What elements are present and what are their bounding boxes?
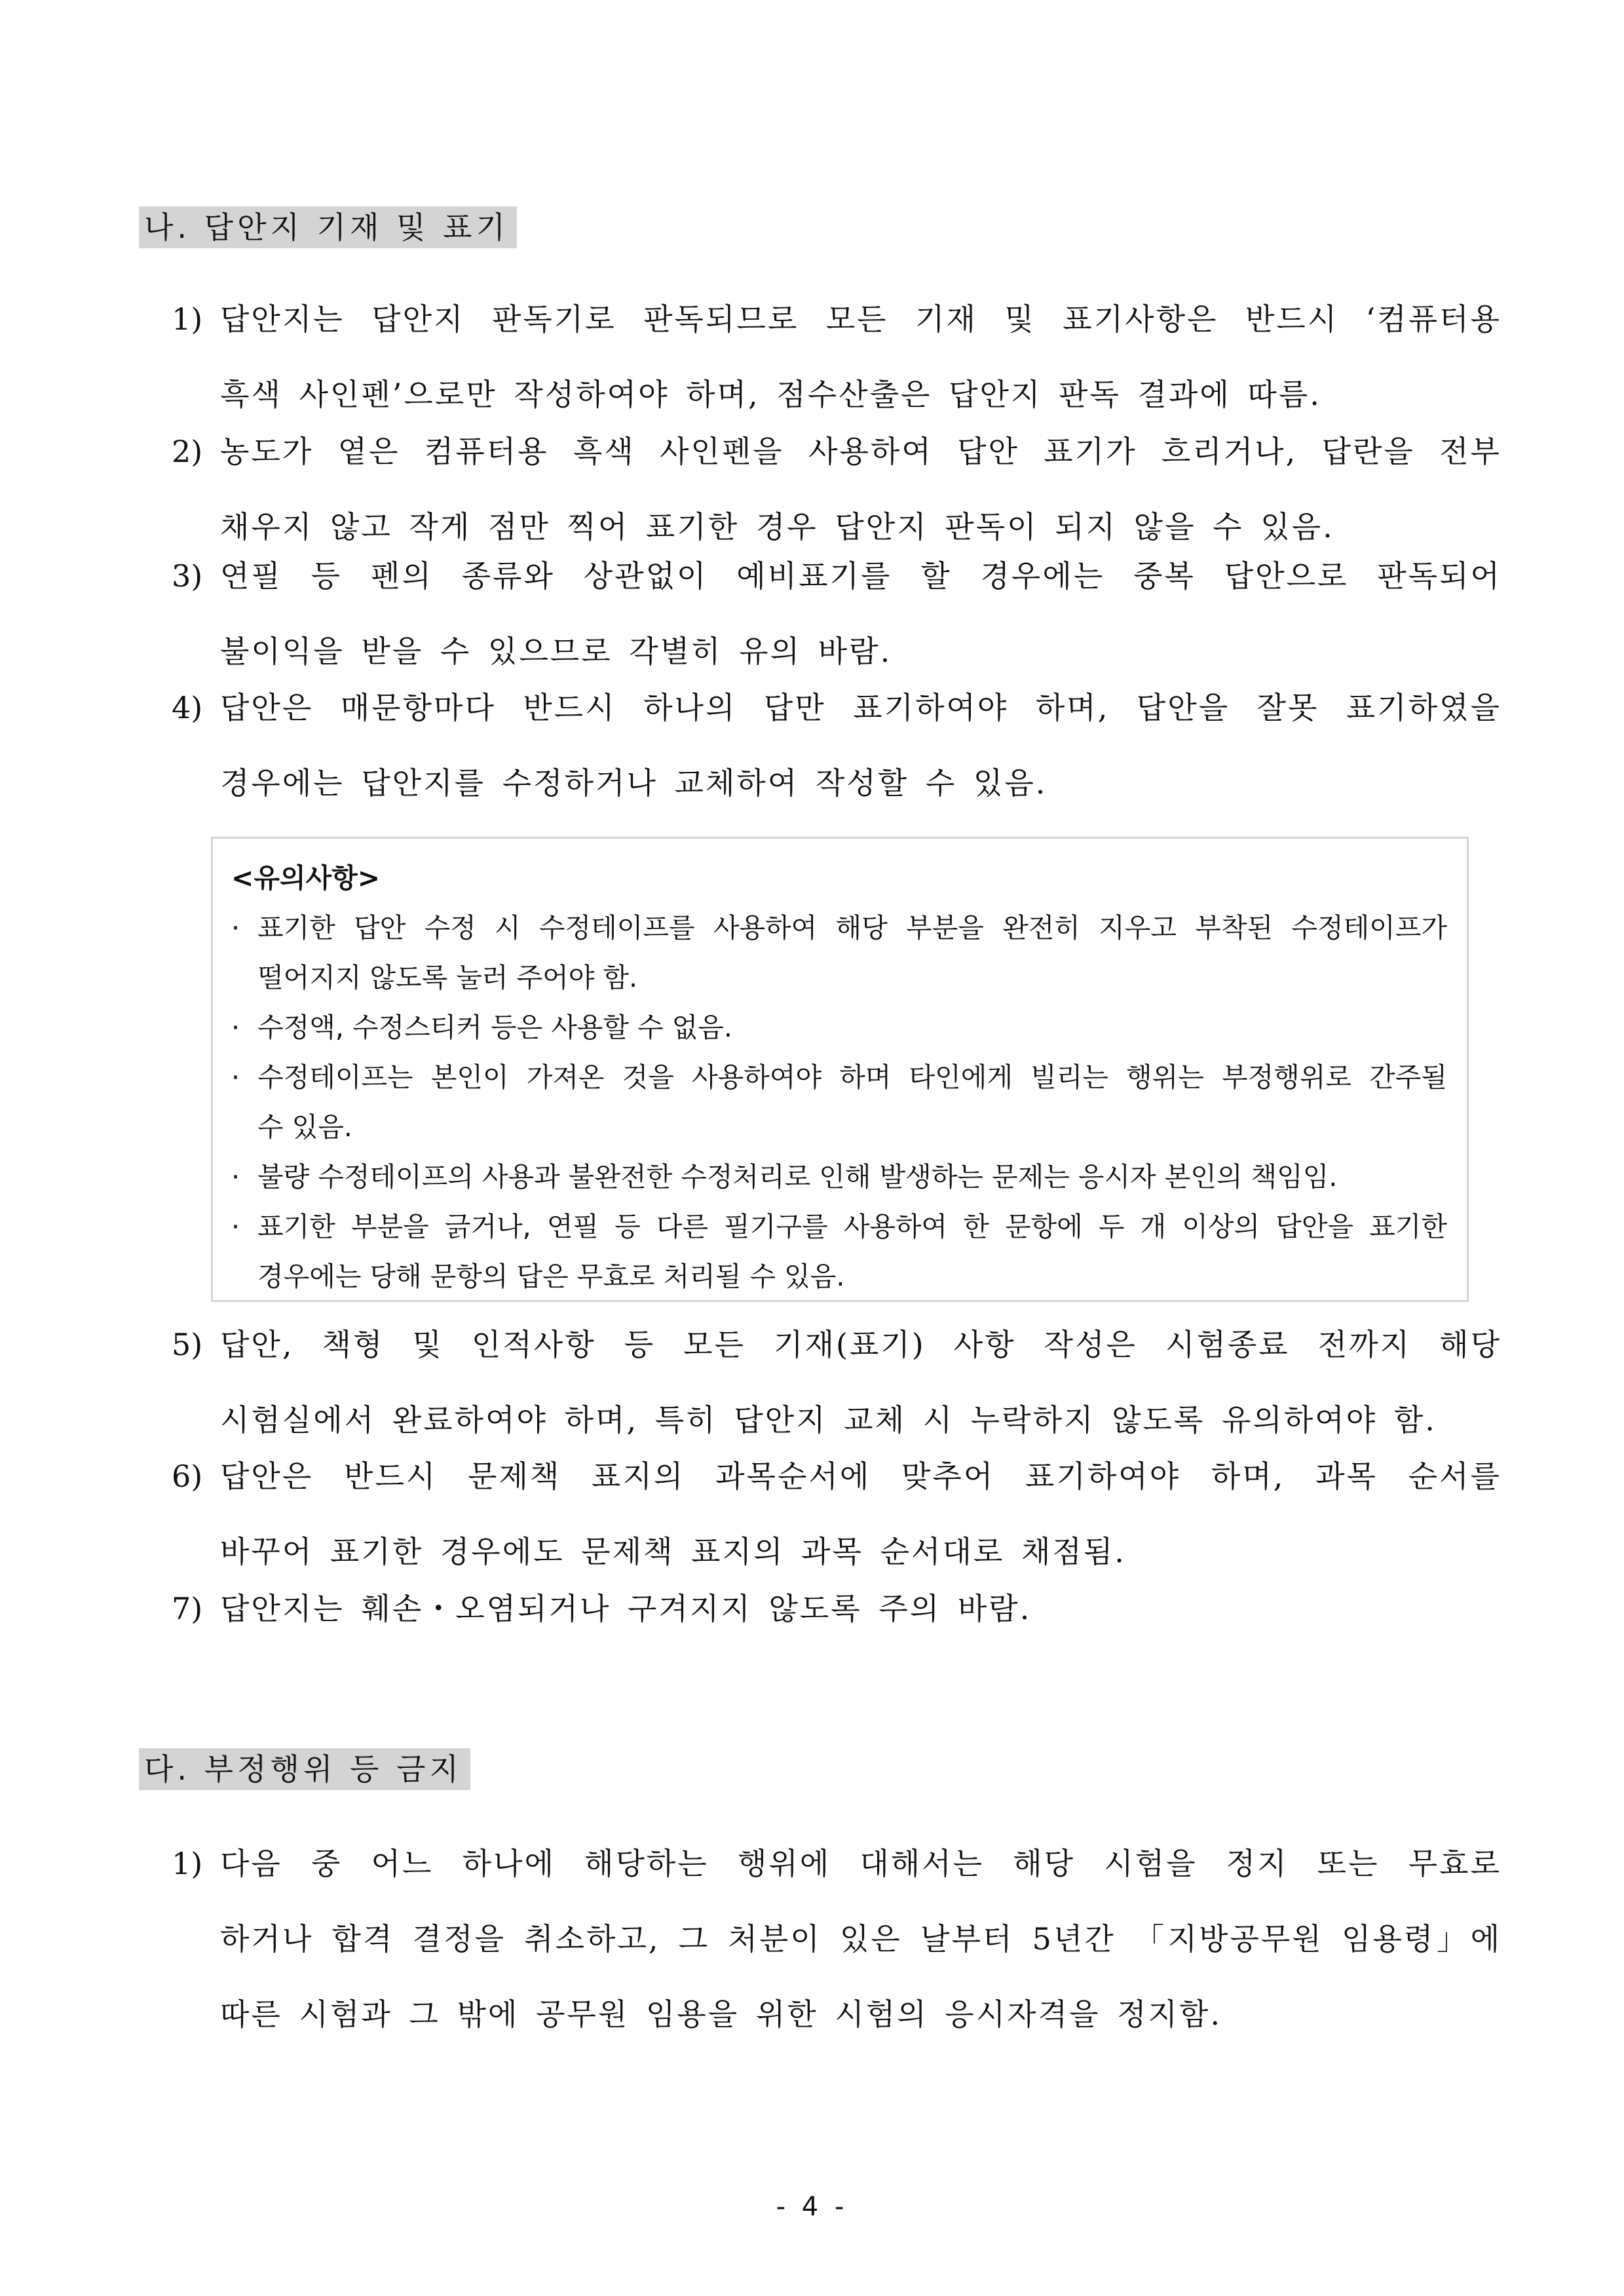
item-line: 답안, 책형 및 인적사항 등 모든 기재(표기) 사항 작성은 시험종료 전까지 해당 [220, 1327, 1502, 1362]
list-item-misconduct-1 [172, 1826, 1501, 2052]
notice-line: 표기한 부분을 긁거나, 연필 등 다른 필기구를 사용하여 한 문항에 두 개 이상의 답안을 표기한 [257, 1211, 1447, 1242]
item-line: 시험실에서 완료하여야 하며, 특히 답안지 교체 시 누락하지 않도록 유의하여야 함. [220, 1402, 1437, 1438]
item-number: 5) [172, 1327, 203, 1362]
item-line: 답안지는 답안지 판독기로 판독되므로 모든 기재 및 표기사항은 반드시 ‘컴퓨터용 [220, 301, 1501, 337]
section-heading-misconduct: 다. 부정행위 등 금지 [139, 1748, 470, 1790]
item-line: 농도가 옅은 컴퓨터용 흑색 사인펜을 사용하여 답안 표기가 흐리거나, 답란을 전부 [220, 434, 1501, 469]
list-item-5 [172, 1307, 1501, 1458]
notice-line: 떨어지지 않도록 눌러 주어야 함. [257, 962, 638, 993]
item-line: 채우지 않고 작게 점만 찍어 표기한 경우 답안지 판독이 되지 않을 수 있음. [220, 509, 1334, 545]
item-number: 3) [172, 558, 203, 594]
notice-box [211, 837, 1469, 1302]
bullet-icon: · [231, 1211, 240, 1242]
item-line: 흑색 사인펜’으로만 작성하여야 하며, 점수산출은 답안지 판독 결과에 따름. [220, 377, 1321, 412]
item-line: 답안은 매문항마다 반드시 하나의 답만 표기하여야 하며, 답안을 잘못 표기하였을 [220, 690, 1501, 725]
list-item-4 [172, 670, 1501, 821]
page-number: - 4 - [776, 2192, 848, 2222]
notice-line: 수정액, 수정스티커 등은 사용할 수 없음. [257, 1012, 732, 1043]
item-number: 2) [172, 434, 203, 469]
item-number: 6) [172, 1459, 203, 1494]
notice-line: 수 있음. [257, 1111, 352, 1143]
notice-item [231, 1052, 1447, 1152]
item-line: 연필 등 펜의 종류와 상관없이 예비표기를 할 경우에는 중복 답안으로 판독되어 [220, 558, 1501, 594]
item-number: 1) [172, 301, 203, 337]
notice-line: 수정테이프는 본인이 가져온 것을 사용하여야 하며 타인에게 빌리는 행위는 부정행위로 간주될 [257, 1062, 1447, 1093]
notice-line: 불량 수정테이프의 사용과 불완전한 수정처리로 인해 발생하는 문제는 응시자 본인의 책임임. [257, 1161, 1338, 1193]
notice-item [231, 1202, 1447, 1301]
list-item-3 [172, 539, 1501, 689]
notice-item [231, 1152, 1447, 1202]
item-line: 다음 중 어느 하나에 해당하는 행위에 대해서는 해당 시험을 정지 또는 무효로 [220, 1846, 1501, 1881]
item-line: 불이익을 받을 수 있으므로 각별히 유의 바람. [220, 634, 892, 669]
item-line: 경우에는 답안지를 수정하거나 교체하여 작성할 수 있음. [220, 765, 1048, 801]
notice-item [231, 1003, 1447, 1052]
bullet-icon: · [231, 1062, 240, 1093]
list-item-6 [172, 1439, 1501, 1590]
notice-line: 표기한 답안 수정 시 수정테이프를 사용하여 해당 부분을 완전히 지우고 부착된 수정테이프가 [257, 912, 1447, 944]
notice-item [231, 903, 1447, 1003]
item-number: 7) [172, 1591, 203, 1626]
bullet-icon: · [231, 1161, 240, 1193]
notice-title: <유의사항> [231, 862, 381, 894]
item-line: 답안은 반드시 문제책 표지의 과목순서에 맞추어 표기하여야 하며, 과목 순서를 [220, 1459, 1501, 1494]
item-line: 바꾸어 표기한 경우에도 문제책 표지의 과목 순서대로 채점됨. [220, 1534, 1126, 1569]
item-line: 하거나 합격 결정을 취소하고, 그 처분이 있은 날부터 5년간 「지방공무원 임용령」에 [220, 1921, 1501, 1957]
list-item-1 [172, 282, 1501, 432]
item-number: 4) [172, 690, 203, 725]
item-line: 따른 시험과 그 밖에 공무원 임용을 위한 시험의 응시자격을 정지함. [220, 1997, 1222, 2032]
item-number: 1) [172, 1846, 203, 1881]
item-line: 답안지는 훼손・오염되거나 구겨지지 않도록 주의 바람. [220, 1591, 1032, 1626]
bullet-icon: · [231, 912, 240, 944]
bullet-icon: · [231, 1012, 240, 1043]
list-item-7 [172, 1571, 1501, 1647]
notice-line: 경우에는 당해 문항의 답은 무효로 처리될 수 있음. [257, 1261, 845, 1292]
section-heading-answer-sheet: 나. 답안지 기재 및 표기 [139, 206, 517, 248]
